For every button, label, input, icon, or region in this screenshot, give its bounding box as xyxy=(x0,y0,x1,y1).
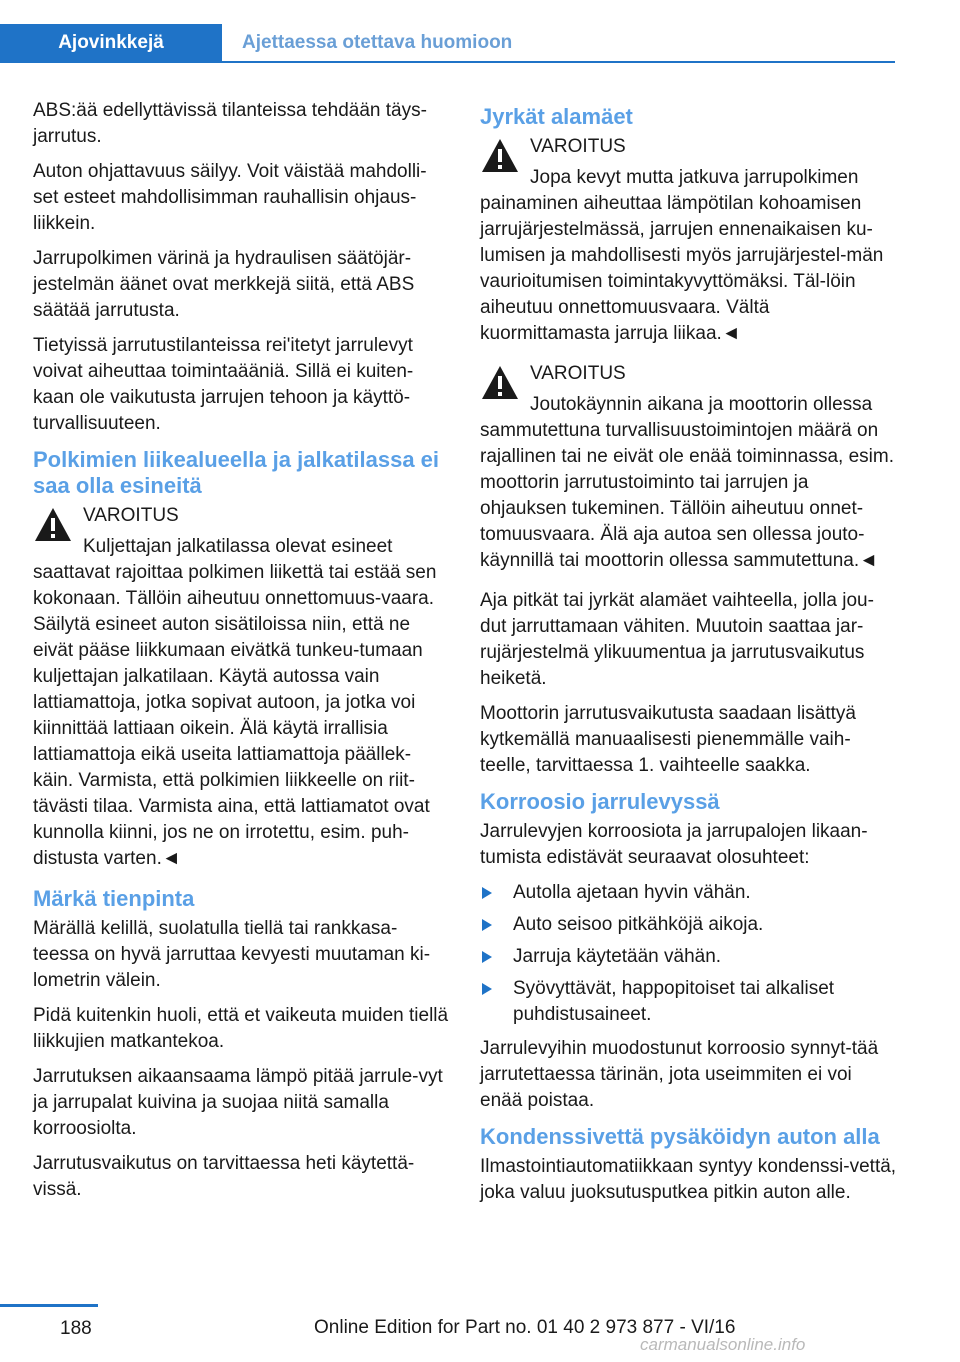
paragraph: Märällä kelillä, suolatulla tiellä tai rankkasa-teessa on hyvä jarruttaa kevyesti muutaman ki-lometrin välein. xyxy=(33,918,431,991)
paragraph: Jarrutuksen aikaansaama lämpö pitää jarrule-vyt ja jarrupalat kuivina ja suojaa niitä samalla korroosiolta. xyxy=(33,1066,443,1139)
warning-label: VAROITUS xyxy=(530,136,626,157)
paragraph: Ilmastointiautomatiikkaan syntyy kondenssi-vettä, joka valuu juoksutusputkea pitkin auton alle. xyxy=(480,1156,897,1203)
paragraph: Jarrutusvaikutus on tarvittaessa heti käytettä-vissä. xyxy=(33,1153,415,1200)
warning-block xyxy=(480,361,898,574)
paragraph: Moottorin jarrutusvaikutusta saadaan lisättyä kytkemällä manuaalisesti pienemmälle vaih-teelle, tarvittaessa 1. vaihteelle saakka. xyxy=(480,703,856,776)
triangle-bullet-icon xyxy=(482,887,492,899)
section-heading: Kondenssivettä pysäköidyn auton alla xyxy=(480,1124,880,1149)
warning-label: VAROITUS xyxy=(83,505,179,526)
warning-block xyxy=(33,503,451,872)
footer-accent-line xyxy=(0,1304,98,1307)
paragraph: Pidä kuitenkin huoli, että et vaikeuta muiden tiellä liikkujien matkantekoa. xyxy=(33,1005,449,1052)
tab-divider-line xyxy=(0,61,895,63)
paragraph: Auton ohjattavuus säilyy. Voit väistää mahdolli-set esteet mahdollisimman rauhallisin ohjaus-liikkein. xyxy=(33,161,427,234)
warning-block xyxy=(480,134,898,347)
list-item xyxy=(480,912,898,938)
edition-note: Online Edition for Part no. 01 40 2 973 877 - VI/16 xyxy=(314,1317,736,1338)
section-heading: Märkä tienpinta xyxy=(33,886,195,911)
paragraph: Jarrulevyjen korroosiota ja jarrupalojen likaan-tumista edistävät seuraavat olosuhteet: xyxy=(480,821,868,868)
triangle-bullet-icon xyxy=(482,951,492,963)
tab-ajovinkkeja[interactable]: Ajovinkkejä xyxy=(0,24,222,62)
warning-triangle-icon xyxy=(480,363,520,403)
list-item-text: Jarruja käytetään vähän. xyxy=(513,946,722,967)
warning-text: Jopa kevyt mutta jatkuva jarrupolkimen painaminen aiheuttaa lämpötilan kohoamisen jarrujärjestelmässä, jarrujen ennenaikaisen ku-lumisen ja mahdollisesti myös jarrujärjestel-män vaurioitumisen toimintakyvyttömäksi. Täl-löin aiheutuu onnettomuusvaara. Vältä kuormittamasta jarruja liikaa.◄ xyxy=(480,167,884,344)
list-item-text: Auto seisoo pitkähköjä aikoja. xyxy=(513,914,764,935)
triangle-bullet-icon xyxy=(482,983,492,995)
section-heading: Polkimien liikealueella ja jalkatilassa ei saa olla esineitä xyxy=(33,447,440,498)
warning-text: Joutokäynnin aikana ja moottorin ollessa sammutettuna turvallisuustoimintojen määrä on rajallinen tai ne eivät ole enää toiminnassa, esim. moottorin jarrutustoiminto tai jarrujen ja ohjauksen tukeminen. Tällöin aiheutuu onnet-tomuusvaara. Älä aja autoa sen ollessa jouto-käynnillä tai moottorin ollessa sammutettuna.◄ xyxy=(480,394,895,571)
section-heading: Korroosio jarrulevyssä xyxy=(480,789,720,814)
list-item xyxy=(480,880,898,906)
tab-ajettaessa-otettava-huomioon[interactable]: Ajettaessa otettava huomioon xyxy=(242,32,513,53)
paragraph: Jarrupolkimen värinä ja hydraulisen säätöjär-jestelmän äänet ovat merkkejä siitä, että ABS säätää jarrutusta. xyxy=(33,248,415,321)
section-heading: Jyrkät alamäet xyxy=(480,104,633,129)
page-number: 188 xyxy=(60,1318,92,1339)
warning-text: Kuljettajan jalkatilassa olevat esineet saattavat rajoittaa polkimen liikettä tai estää sen kokonaan. Tällöin aiheutuu onnettomuus-vaara. Säilytä esineet auton sisätiloissa niin, että ne eivät pääse liikkumaan eivätkä tunkeu-tumaan kuljettajan jalkatilaan. Käytä autossa vain lattiamattoja, jotka sopivat autoon, ja jotka voi kiinnittää lattiaan oikein. Älä käytä irrallisia lattiamattoja eikä useita lattiamattoja päällek-käin. Varmista, että polkimien liikkeelle on riit-tävästi tilaa. Varmista aina, että lattiamatot ovat kunnolla kiinni, jos ne on irrotettu, esim. puh-distusta varten.◄ xyxy=(33,536,437,869)
bullet-list xyxy=(480,880,898,1028)
list-item-text: Syövyttävät, happopitoiset tai alkaliset puhdistusaineet. xyxy=(513,978,835,1025)
left-column xyxy=(33,98,451,1212)
warning-triangle-icon xyxy=(33,505,73,545)
list-item xyxy=(480,944,898,970)
paragraph: Tietyissä jarrutustilanteissa rei'itetyt jarrulevyt voivat aiheuttaa toimintaääniä. Sillä ei kuiten-kaan ole vaikutusta jarrujen tehoon ja käyttö-turvallisuuteen. xyxy=(33,335,414,434)
watermark: carmanualsonline.info xyxy=(640,1335,806,1354)
paragraph: ABS:ää edellyttävissä tilanteissa tehdään täys-jarrutus. xyxy=(33,100,427,147)
paragraph: Jarrulevyihin muodostunut korroosio synnyt-tää jarrutettaessa tärinän, jota useimmiten ei voi enää poistaa. xyxy=(480,1038,879,1111)
paragraph: Aja pitkät tai jyrkät alamäet vaihteella, jolla jou-dut jarruttamaan vähiten. Muutoin saattaa jar-rujärjestelmä ylikuumentua ja jarrutusvaikutus heiketä. xyxy=(480,590,874,689)
list-item-text: Autolla ajetaan hyvin vähän. xyxy=(513,882,751,903)
warning-triangle-icon xyxy=(480,136,520,176)
triangle-bullet-icon xyxy=(482,919,492,931)
list-item xyxy=(480,976,898,1028)
right-column xyxy=(480,98,898,1215)
warning-label: VAROITUS xyxy=(530,363,626,384)
chapter-tab-bar xyxy=(0,24,895,64)
